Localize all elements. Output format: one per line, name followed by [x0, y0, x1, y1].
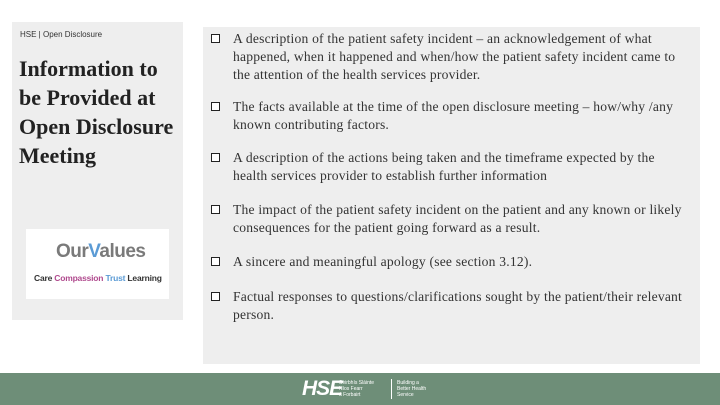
tagline-line: Building a [397, 380, 419, 386]
breadcrumb: HSE | Open Disclosure [20, 30, 103, 39]
page-title: Information to be Provided at Open Disclosure Meeting [19, 56, 174, 168]
list-item [203, 30, 700, 84]
bullet-list [203, 30, 700, 324]
value-care: Care [34, 273, 53, 283]
checkbox-bullet-icon [211, 292, 220, 301]
value-trust: Trust [105, 273, 126, 283]
our-word: Our [56, 241, 89, 262]
list-item-text: A description of the actions being taken and the timeframe expected by the health services provider to establish further information [233, 150, 655, 183]
checkmark-icon: V [88, 241, 100, 262]
list-item [203, 253, 700, 271]
sidebar-panel [12, 22, 183, 320]
list-item [203, 288, 700, 324]
list-item-text: The facts available at the time of the open disclosure meeting – how/why /any known contributing factors. [233, 99, 674, 132]
org-line: Seirbhís Sláinte [339, 380, 375, 386]
checkbox-bullet-icon [211, 257, 220, 266]
list-item [203, 201, 700, 237]
checkbox-bullet-icon [211, 102, 220, 111]
list-item-text: A description of the patient safety incident – an acknowledgement of what happened, when it happened and when/how the patient safety incident came to the attention of the health services provider. [233, 31, 676, 82]
list-item [203, 149, 700, 185]
values-list [34, 273, 162, 283]
footer-divider [391, 379, 392, 399]
org-line: á Forbairt [339, 392, 361, 398]
list-item-text: Factual responses to questions/clarifications sought by the patient/their relevant person. [233, 289, 683, 322]
list-item [203, 98, 700, 134]
list-item-text: The impact of the patient safety incident on the patient and any known or likely consequences for the patient going forward as a result. [233, 202, 682, 235]
values-word: alues [99, 241, 146, 262]
list-item-text: A sincere and meaningful apology (see section 3.12). [233, 254, 533, 269]
our-values-logo [26, 229, 169, 299]
tagline-line: Better Health [397, 386, 427, 392]
org-line: Níos Fearr [339, 386, 363, 392]
tagline [397, 380, 437, 398]
hse-logo-icon: HSE [302, 377, 343, 400]
content-panel [203, 27, 700, 364]
value-learning: Learning [127, 273, 162, 283]
checkbox-bullet-icon [211, 205, 220, 214]
tagline-line: Service [397, 392, 414, 398]
footer-bar [0, 373, 720, 405]
value-compassion: Compassion [54, 273, 104, 283]
checkbox-bullet-icon [211, 34, 220, 43]
our-values-wordmark [56, 241, 146, 263]
checkbox-bullet-icon [211, 153, 220, 162]
org-name [339, 380, 391, 398]
